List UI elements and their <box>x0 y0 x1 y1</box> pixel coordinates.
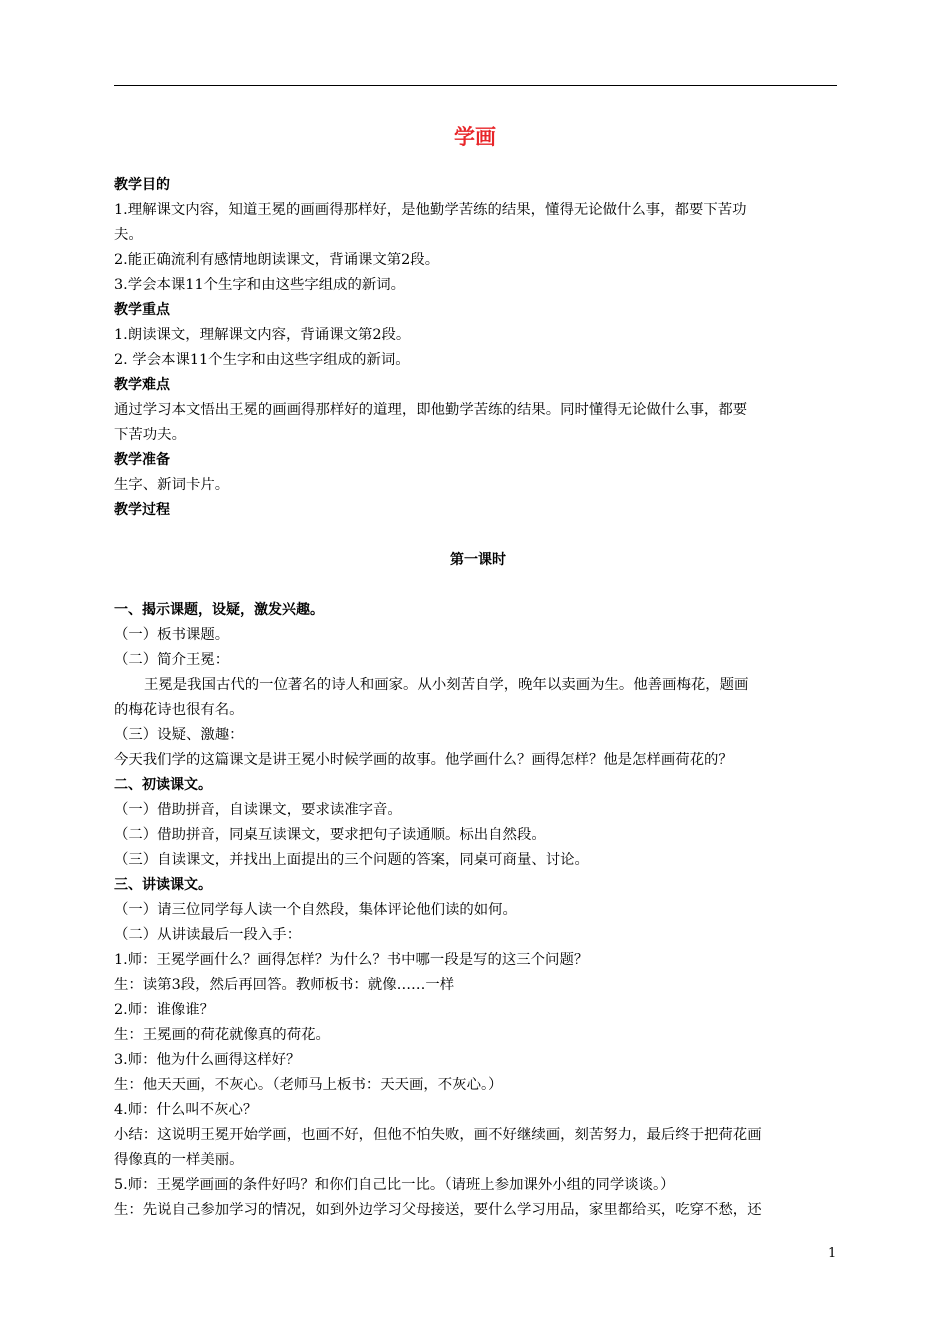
paragraph-line: 夫。 <box>114 227 143 243</box>
paragraph-line: 2. 学会本课11个生字和由这些字组成的新词。 <box>114 352 410 368</box>
paragraph-line: （三）自读课文，并找出上面提出的三个问题的答案，同桌可商量、讨论。 <box>114 852 589 868</box>
paragraph-line: 生：他天天画，不灰心。（老师马上板书：天天画，不灰心。） <box>114 1077 503 1093</box>
paragraph-line: （二）简介王冕： <box>114 652 230 668</box>
section-heading: 教学难点 <box>114 377 170 393</box>
paragraph-line: 生字、新词卡片。 <box>114 477 230 493</box>
paragraph-line: 4.师：什么叫不灰心？ <box>114 1102 258 1118</box>
document-title: 学画 <box>454 125 496 149</box>
paragraph-line: 5.师：王冕学画画的条件好吗？和你们自己比一比。（请班上参加课外小组的同学谈谈。） <box>114 1177 675 1193</box>
paragraph-line: 的梅花诗也很有名。 <box>114 702 244 718</box>
paragraph-line: 小结：这说明王冕开始学画，也画不好，但他不怕失败，画不好继续画，刻苦努力，最后终于把荷花画 <box>114 1127 762 1143</box>
paragraph-line: 1.师：王冕学画什么？画得怎样？为什么？书中哪一段是写的这三个问题？ <box>114 952 589 968</box>
page-number: 1 <box>828 1246 837 1261</box>
paragraph-line: 2.能正确流利有感情地朗读课文，背诵课文第2段。 <box>114 252 440 268</box>
paragraph-line: 1.朗读课文，理解课文内容，背诵课文第2段。 <box>114 327 411 343</box>
paragraph-line: 1.理解课文内容，知道王冕的画画得那样好，是他勤学苦练的结果，懂得无论做什么事，都要下苦功 <box>114 202 747 218</box>
paragraph-line: 2.师：谁像谁？ <box>114 1002 215 1018</box>
paragraph-line: （一）板书课题。 <box>114 627 230 643</box>
paragraph-line: 生：读第3段，然后再回答。教师板书：就像……一样 <box>114 977 455 993</box>
lesson-period-heading: 第一课时 <box>450 552 506 568</box>
section-heading: 教学准备 <box>114 452 170 468</box>
section-heading: 三、讲读课文。 <box>114 877 212 893</box>
blank-line <box>114 523 842 548</box>
paragraph-line: （二）从讲读最后一段入手： <box>114 927 302 943</box>
blank-line <box>114 573 842 598</box>
paragraph-line: 生：王冕画的荷花就像真的荷花。 <box>114 1027 330 1043</box>
paragraph-line: （二）借助拼音，同桌互读课文，要求把句子读通顺。标出自然段。 <box>114 827 546 843</box>
section-heading: 教学目的 <box>114 177 170 193</box>
section-heading: 二、初读课文。 <box>114 777 212 793</box>
paragraph-line: 王冕是我国古代的一位著名的诗人和画家。从小刻苦自学，晚年以卖画为生。他善画梅花，题画 <box>144 677 749 693</box>
paragraph-line: 3.师：他为什么画得这样好？ <box>114 1052 301 1068</box>
paragraph-line: 今天我们学的这篇课文是讲王冕小时候学画的故事。他学画什么？画得怎样？他是怎样画荷花的？ <box>114 752 733 768</box>
paragraph-line: 通过学习本文悟出王冕的画画得那样好的道理，即他勤学苦练的结果。同时懂得无论做什么事，都要 <box>114 402 748 418</box>
section-heading: 教学过程 <box>114 502 170 518</box>
paragraph-line: （一）请三位同学每人读一个自然段，集体评论他们读的如何。 <box>114 902 517 918</box>
paragraph-line: （一）借助拼音，自读课文，要求读准字音。 <box>114 802 402 818</box>
paragraph-line: 3.学会本课11个生字和由这些字组成的新词。 <box>114 277 406 293</box>
document-body <box>114 173 842 1223</box>
header-rule <box>114 85 837 86</box>
section-heading: 教学重点 <box>114 302 170 318</box>
paragraph-line: 生：先说自己参加学习的情况，如到外边学习父母接送，要什么学习用品，家里都给买，吃穿不愁，还 <box>114 1202 762 1218</box>
paragraph-line: （三）设疑、激趣： <box>114 727 244 743</box>
section-heading: 一、揭示课题，设疑，激发兴趣。 <box>114 602 324 618</box>
paragraph-line: 下苦功夫。 <box>114 427 186 443</box>
paragraph-line: 得像真的一样美丽。 <box>114 1152 244 1168</box>
